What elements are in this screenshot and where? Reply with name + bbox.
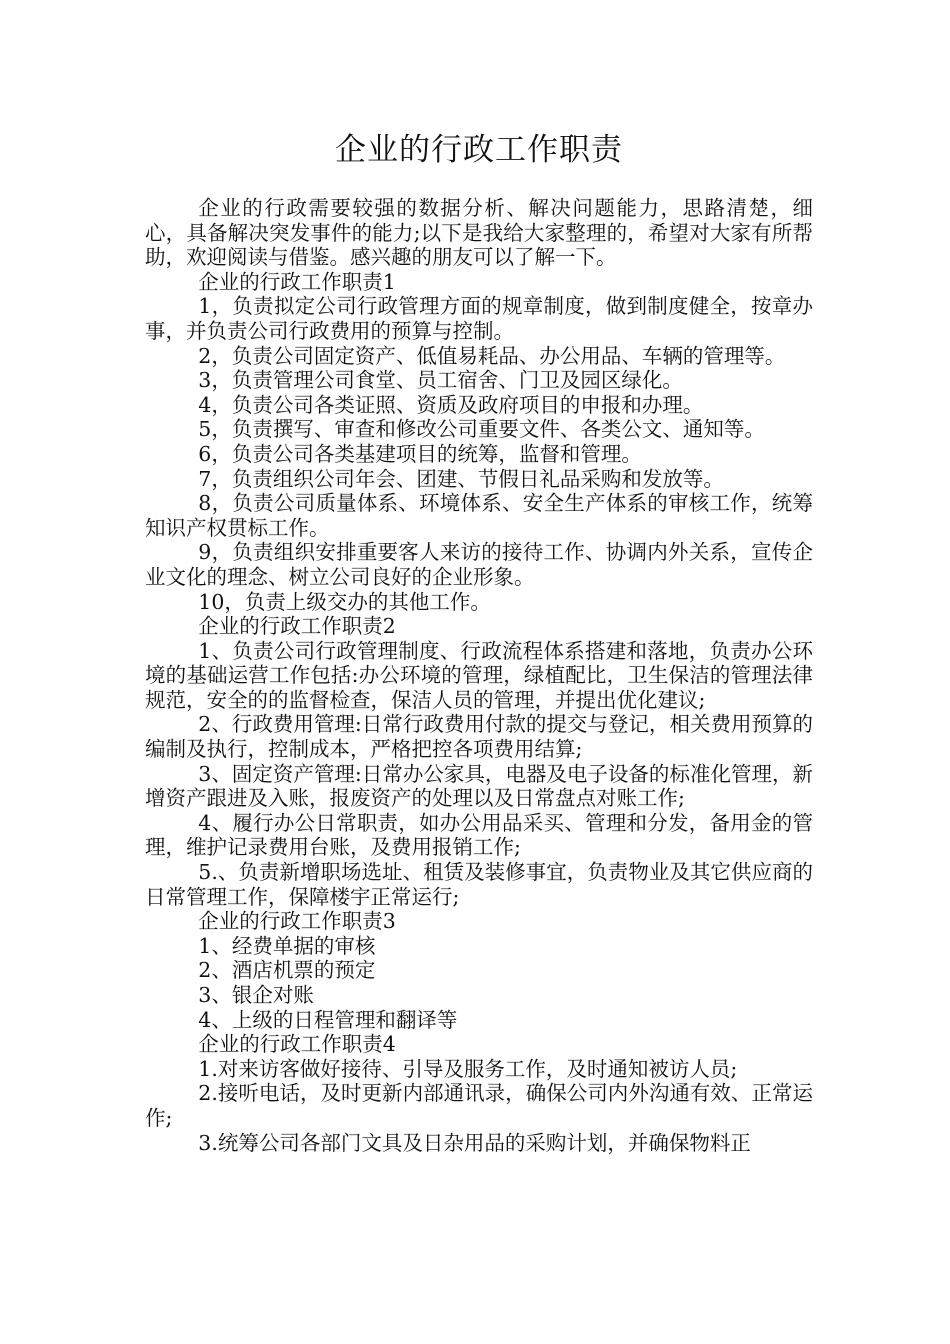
- paragraph: 5.、负责新增职场选址、租赁及装修事宜，负责物业及其它供应商的日常管理工作，保障楼宇正常运行;: [145, 860, 813, 909]
- document-page: [145, 128, 813, 1155]
- paragraph: 4，负责公司各类证照、资质及政府项目的申报和办理。: [198, 392, 704, 417]
- paragraph: 3、银企对账: [198, 983, 314, 1007]
- paragraph: 2、酒店机票的预定: [198, 958, 376, 983]
- intro-paragraph: 企业的行政需要较强的数据分析、解决问题能力，思路清楚，细心，具备解决突发事件的能力;以下是我给大家整理的，希望对大家有所帮助，欢迎阅读与借鉴。感兴趣的朋友可以了解一下。: [145, 196, 813, 270]
- document-body: [145, 196, 813, 1155]
- section-heading-3: 企业的行政工作职责3: [198, 909, 396, 934]
- paragraph: 6，负责公司各类基建项目的统筹，监督和管理。: [198, 441, 642, 466]
- paragraph: 1.对来访客做好接待、引导及服务工作，及时通知被访人员;: [198, 1056, 738, 1081]
- paragraph: 7，负责组织公司年会、团建、节假日礼品采购和发放等。: [198, 466, 724, 491]
- section-heading-2: 企业的行政工作职责2: [198, 614, 396, 639]
- section-heading-1: 企业的行政工作职责1: [198, 269, 396, 294]
- paragraph: 4、履行办公日常职责，如办公用品采买、管理和分发，备用金的管理，维护记录费用台账，及费用报销工作;: [145, 810, 813, 860]
- paragraph: 9，负责组织安排重要客人来访的接待工作、协调内外关系，宣传企业文化的理念、树立公司良好的企业形象。: [145, 540, 813, 589]
- paragraph: 4、上级的日程管理和翻译等: [198, 1007, 458, 1032]
- paragraph: 3.统筹公司各部门文具及日杂用品的采购计划，并确保物料正: [198, 1130, 751, 1155]
- paragraph: 2、行政费用管理:日常行政费用付款的提交与登记，相关费用预算的编制及执行，控制成本，严格把控各项费用结算;: [145, 712, 813, 762]
- section-heading-4: 企业的行政工作职责4: [198, 1032, 396, 1057]
- document-title: 企业的行政工作职责: [335, 132, 623, 168]
- paragraph: 1，负责拟定公司行政管理方面的规章制度，做到制度健全，按章办事，并负责公司行政费用的预算与控制。: [145, 294, 813, 343]
- paragraph: 2，负责公司固定资产、低值易耗品、办公用品、车辆的管理等。: [198, 343, 786, 368]
- paragraph: 3，负责管理公司食堂、员工宿舍、门卫及园区绿化。: [198, 368, 683, 393]
- paragraph: 1、经费单据的审核: [198, 933, 376, 958]
- paragraph: 8，负责公司质量体系、环境体系、安全生产体系的审核工作，统筹知识产权贯标工作。: [145, 491, 813, 540]
- paragraph: 5，负责撰写、审查和修改公司重要文件、各类公文、通知等。: [198, 417, 765, 442]
- paragraph: 1、负责公司行政管理制度、行政流程体系搭建和落地，负责办公环境的基础运营工作包括:办公环境的管理，绿植配比，卫生保洁的管理法律规范，安全的的监督检查，保洁人员的管理，并提出优化建议;: [145, 638, 813, 712]
- paragraph: 10，负责上级交办的其他工作。: [198, 589, 491, 614]
- paragraph: 3、固定资产管理:日常办公家具，电器及电子设备的标准化管理，新增资产跟进及入账，报废资产的处理以及日常盘点对账工作;: [145, 761, 813, 811]
- paragraph: 2.接听电话，及时更新内部通讯录，确保公司内外沟通有效、正常运作;: [145, 1081, 813, 1130]
